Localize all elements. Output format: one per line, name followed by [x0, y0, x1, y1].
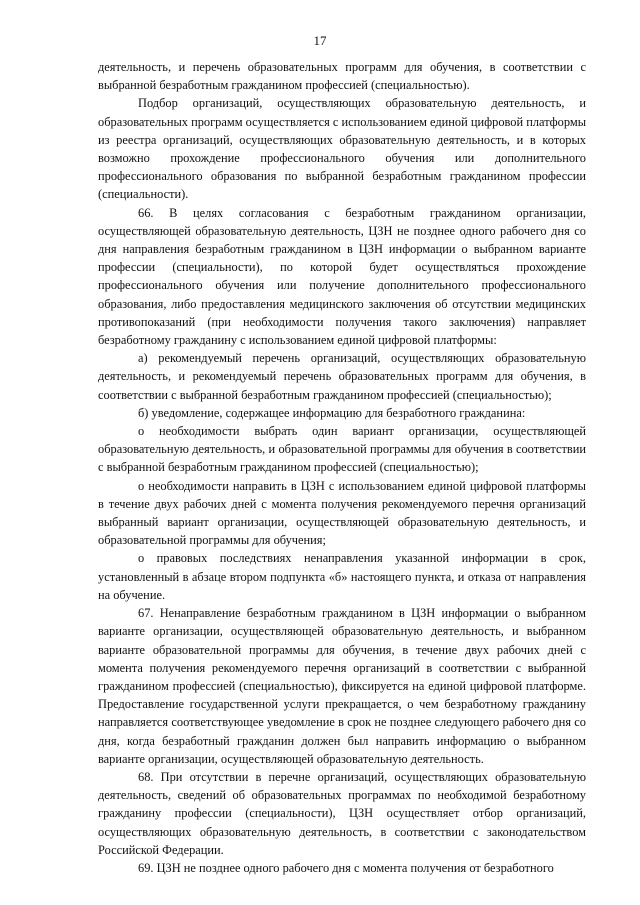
page-number: 17 [313, 33, 327, 48]
paragraph-notice-consequences: о правовых последствиях ненаправления указанной информации в срок, установленный в абзаце втором подпункта «б» настоящего пункта, и отказа от направления на обучение. [98, 551, 586, 602]
paragraph-clause-67: 67. Ненаправление безработным гражданином в ЦЗН информации о выбранном варианте организации, осуществляющей образовательную деятельность, и выбранном варианте образовательной программы для обучения, в течение двух рабочих дней с момента получения рекомендуемого перечня организаций в соответствии с выбранной гражданином профессией (специальностью), фиксируется на единой цифровой платформе. Предоставление государственной услуги прекращается, о чем безработному гражданину направляется соответствующее уведомление в срок не позднее следующего рабочего дня со дня, когда безработный гражданин должен был направить информацию о выбранном варианте организации, осуществляющей образовательную деятельность. [98, 606, 586, 766]
paragraph-continuation: деятельность, и перечень образовательных программ для обучения, в соответствии с выбранной безработным гражданином профессией (специальностью). [98, 60, 586, 93]
document-body [98, 58, 586, 877]
paragraph-clause-69: 69. ЦЗН не позднее одного рабочего дня с момента получения от безработного [138, 860, 554, 875]
paragraph-selection-info: Подбор организаций, осуществляющих образовательную деятельность, и образовательных программ осуществляется с использованием единой цифровой платформы из реестра организаций, осуществляющих образовательную деятельность, и в которых возможно прохождение профессионального обучения или дополнительного профессионального образования по выбранной безработным гражданином профессии (специальности). [98, 96, 587, 202]
paragraph-notice-send: о необходимости направить в ЦЗН с использованием единой цифровой платформы в течение двух рабочих дней с момента получения рекомендуемого перечня организаций выбранный вариант организации, осуществляющей образовательную деятельность, и образовательной программы для обучения; [98, 478, 586, 548]
paragraph-notice-choose: о необходимости выбрать один вариант организации, осуществляющей образовательную деятельность, и образовательной программы для обучения в соответствии с выбранной безработным гражданином профессией (специальностью); [98, 424, 586, 475]
paragraph-clause-68: 68. При отсутствии в перечне организаций, осуществляющих образовательную деятельность, сведений об образовательных программах по необходимой безработному гражданину профессии (специальности), ЦЗН осуществляет отбор организаций, осуществляющих образовательную деятельность, в соответствии с законодательством Российской Федерации. [98, 769, 586, 857]
paragraph-clause-66-b: б) уведомление, содержащее информацию для безработного гражданина: [138, 405, 526, 420]
paragraph-clause-66: 66. В целях согласования с безработным гражданином организации, осуществляющей образовательную деятельность, ЦЗН не позднее одного рабочего дня со дня направления безработным гражданином в ЦЗН информации о выбранном варианте профессии (специальности), по которой будет осуществляться прохождение профессионального обучения или получение дополнительного профессионального образования, либо предоставления медицинского заключения об отсутствии медицинских противопоказаний (при необходимости получения такого заключения) направляет безработному гражданину с использованием единой цифровой платформы: [98, 205, 586, 348]
paragraph-clause-66-a: а) рекомендуемый перечень организаций, осуществляющих образовательную деятельность, и рекомендуемый перечень образовательных программ для обучения, в соответствии с выбранной безработным гражданином профессией (специальностью); [98, 351, 586, 402]
